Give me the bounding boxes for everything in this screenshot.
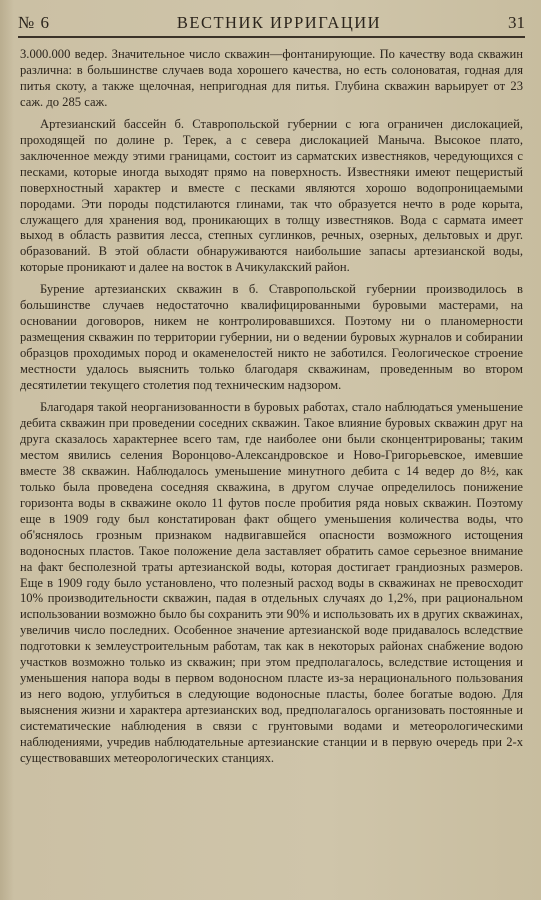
journal-title: ВЕСТНИК ИРРИГАЦИИ (176, 13, 382, 32)
issue-number: № 6 (18, 13, 50, 32)
paragraph: Артезианский бассейн б. Ставропольской губернии с юга ограничен дислокацией, проходящей по долине р. Терек, а с севера дислокацией Маныча. Высокое плато, заключенное между этими границами, состоит из сарматских известняков, чередующихся с песками, которые иногда выходят прямо на поверхность. Известняки имеют пещеристый поверхностный характер и вместе с песками являются хорошо водопроницаемыми породами. Эти породы подстилаются глинами, так что образуется нечто в роде корыта, служащего для хранения вод, проникающих в толщу известняков. Вода с сармата имеет выход в область развития лесса, степных суглинков, речных, озерных, дельтовых и друг. образований. В этой области обнаруживаются наибольшие запасы артезианской воды, которые проникают и далее на восток в Ачикулакский район. (20, 116, 523, 275)
article-body (20, 47, 523, 767)
paragraph: 3.000.000 ведер. Значительное число скважин—фонтанирующие. По качеству вода скважин различна: в большинстве случаев вода хорошего качества, но есть солоноватая, годная для питья скоту, а также щелочная, непригодная для питья. Глубина скважин варьирует от 23 саж. до 285 саж. (20, 47, 523, 109)
page-header (18, 10, 525, 38)
paragraph: Бурение артезианских скважин в б. Ставропольской губернии производилось в большинстве случаев недостаточно квалифицированными буровыми мастерами, на основании договоров, никем не контролировавшихся. Поэтому ни о планомерности размещения скважин по территории губернии, ни о ведении буровых журналов и собирании образцов проходимых пород и окаменелостей никто не заботился. Геологическое строение местности удалось выяснить только благодаря скважинам, проведенным во втором десятилетии текущего столетия под техническим надзором. (20, 282, 523, 393)
paragraph: Благодаря такой неорганизованности в буровых работах, стало наблюдаться уменьшение дебита скважин при проведении соседних скважин. Такое влияние буровых скважин друг на друга сказалось характернее всего там, где наиболее они были сконцентрированы; таким местом явились селения Воронцово-Александровское и Ново-Григорьевское, имевшие вместе 38 скважин. Наблюдалось уменьшение минутного дебита с 14 ведер до 8½, как только была проведена соседняя скважина, в другом случае определилось понижение горизонта воды в скважине около 11 футов после пробития ряда новых скважин. Поэтому еще в 1909 году был констатирован факт общего уменьшения количества воды, что об'яснялось грозным признаком надвигавшейся опасности возможного истощения водоносных пластов. Такое положение дела заставляет обратить самое серьезное внимание на факт бесполезной траты артезианской воды, которая достигает грандиозных размеров. Еще в 1909 году было установлено, что полезный расход воды в скважинах не превосходит 10% производительности скважин, падая в отдельных случаях до 1,2%, при рациональном использовании возможно было бы сохранить эти 90% и использовать их в других скважинах, увеличив число последних. Особенное значение артезианской воде придавалось вследствие подготовки к землеустроительным работам, так как в некоторых районах снабжение водою участков возможно только из скважин; при этом предполагалось, вследствие истощения и уменьшения напора воды в первом водоносном пласте из-за нерационального пользования из него водою, углубиться в следующие водоносные пласты, более богатые водою. Для выяснения жизни и характера артезианских вод, предполагалось организовать постоянные и систематические наблюдения в связи с грунтовыми водами и метеорологическими наблюдениями, учредив наблюдательные артезианские станции и в первую очередь при 2-х существовавших метеорологических станциях. (20, 400, 523, 765)
page-number: 31 (508, 13, 525, 32)
